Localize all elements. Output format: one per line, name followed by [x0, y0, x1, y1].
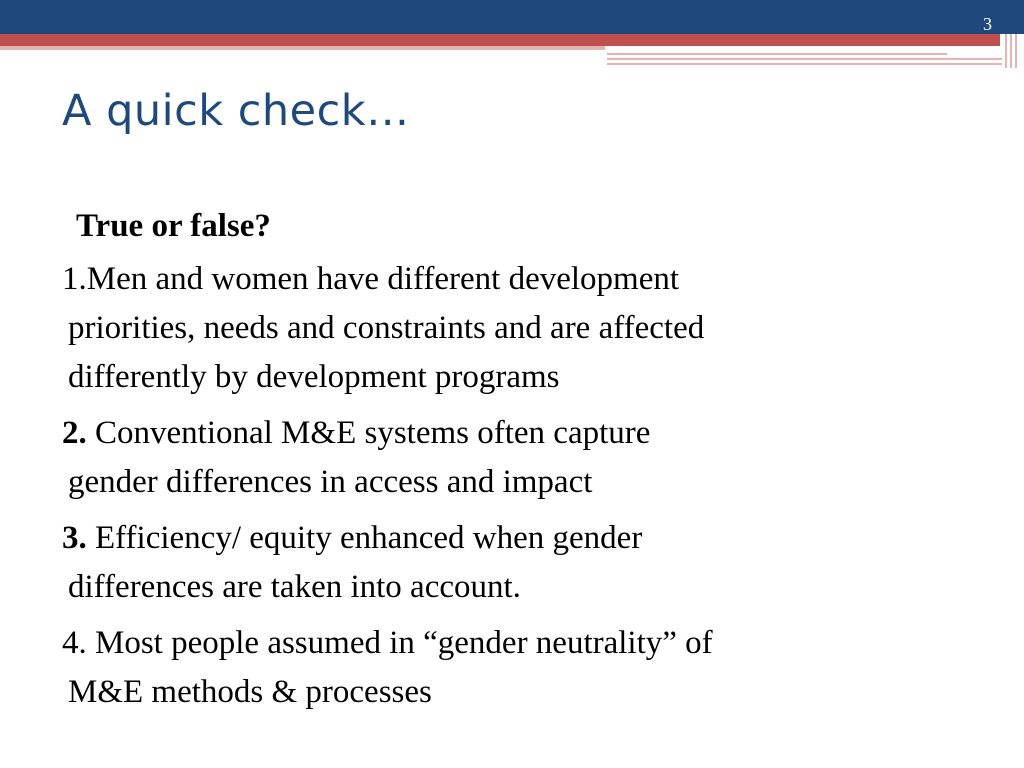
item-number: 1. [62, 261, 87, 297]
header-band-red [0, 34, 1000, 46]
decor-vertical-line [1010, 34, 1012, 68]
list-item-2 [62, 409, 962, 507]
decor-vertical-line [1015, 34, 1017, 68]
list-item-line: gender differences in access and impact [68, 464, 593, 500]
decor-line [607, 53, 947, 55]
decor-line [607, 58, 1002, 60]
list-item-line: differences are taken into account. [68, 569, 521, 605]
item-text: Most people assumed in “gender neutrality” of [86, 625, 713, 661]
item-number: 4. [62, 625, 87, 661]
header-band-pink [0, 46, 605, 50]
list-item-3 [62, 514, 962, 612]
list-item-line: priorities, needs and constraints and are affected [68, 310, 705, 346]
item-number: 2. [62, 415, 87, 451]
item-text: Men and women have different development [86, 261, 680, 297]
list-item-line: M&E methods & processes [68, 674, 432, 710]
slide-title: A quick check… [62, 86, 410, 136]
header-band-blue [0, 0, 1024, 34]
list-item-line [62, 514, 962, 563]
decor-vertical-line [1005, 34, 1007, 68]
list-item-1 [62, 255, 962, 402]
slide-number: 3 [983, 14, 992, 34]
question-heading: True or false? [76, 208, 271, 244]
list-item-4 [62, 619, 962, 717]
item-text: Efficiency/ equity enhanced when gender [86, 520, 643, 556]
slide-body [62, 206, 962, 724]
list-item-line [62, 409, 962, 458]
list-item-line [62, 255, 962, 304]
decor-line [607, 63, 1002, 65]
list-item-line [62, 619, 962, 668]
list-item-line: differently by development programs [68, 359, 560, 395]
item-text: Conventional M&E systems often capture [86, 415, 651, 451]
item-number: 3. [62, 520, 87, 556]
